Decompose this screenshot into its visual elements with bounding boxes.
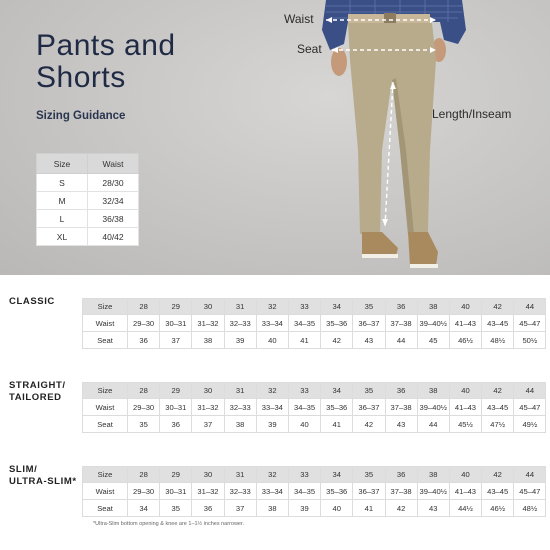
table-cell: 45–47	[514, 483, 546, 500]
table-cell: 29–30	[128, 483, 160, 500]
table-cell: 43–45	[482, 483, 514, 500]
right-sole	[410, 264, 438, 268]
table-cell: 36	[128, 332, 160, 349]
size-header-cell: 29	[160, 467, 192, 483]
table-cell: 40	[288, 416, 320, 433]
table-cell: 34	[128, 500, 160, 517]
size-header-cell: 28	[128, 467, 160, 483]
table-cell: 43	[417, 500, 449, 517]
size-header-row	[83, 383, 546, 399]
table-cell: 30–31	[160, 315, 192, 332]
quick-size-header-size: Size	[37, 154, 88, 174]
table-cell: 41	[353, 500, 385, 517]
table-cell: 34–35	[288, 483, 320, 500]
table-cell: 36	[192, 500, 224, 517]
table-cell: 37	[160, 332, 192, 349]
table-cell: L	[37, 210, 88, 228]
row-label: Seat	[83, 500, 128, 517]
seat-label: Seat	[297, 42, 322, 56]
table-cell: S	[37, 174, 88, 192]
slim-ultra-slim-size-table	[82, 466, 546, 517]
left-shoe	[362, 232, 398, 256]
table-cell: 40	[256, 332, 288, 349]
table-cell: 35	[160, 500, 192, 517]
table-row	[37, 192, 139, 210]
size-header-cell: 42	[482, 383, 514, 399]
size-header-cell: 28	[128, 383, 160, 399]
row-label: Waist	[83, 399, 128, 416]
size-header-cell: 34	[321, 299, 353, 315]
size-header-cell: 44	[514, 383, 546, 399]
table-cell: 39–40½	[417, 483, 449, 500]
table-cell: 38	[256, 500, 288, 517]
size-header-row	[83, 299, 546, 315]
table-cell: 41–43	[449, 483, 481, 500]
table-cell: 35–36	[321, 483, 353, 500]
table-cell: 50½	[514, 332, 546, 349]
table-cell: 35	[128, 416, 160, 433]
table-cell: 39–40½	[417, 315, 449, 332]
row-label: Seat	[83, 332, 128, 349]
table-row	[83, 500, 546, 517]
inseam-arrow-bottom	[382, 219, 388, 226]
table-cell: 44	[385, 332, 417, 349]
table-cell: 41	[321, 416, 353, 433]
table-cell: 30–31	[160, 399, 192, 416]
size-header-label: Size	[83, 383, 128, 399]
table-cell: 39–40½	[417, 399, 449, 416]
table-cell: 43	[353, 332, 385, 349]
table-cell: 33–34	[256, 315, 288, 332]
table-cell: XL	[37, 228, 88, 246]
table-cell: 35–36	[321, 399, 353, 416]
table-cell: 38	[224, 416, 256, 433]
table-row	[37, 174, 139, 192]
table-cell: 28/30	[88, 174, 139, 192]
right-shoe	[408, 232, 438, 266]
table-cell: 32–33	[224, 315, 256, 332]
size-header-cell: 33	[288, 467, 320, 483]
table-cell: 31–32	[192, 483, 224, 500]
table-cell: 34–35	[288, 315, 320, 332]
straight-tailored-size-table	[82, 382, 546, 433]
table-cell: 48½	[514, 500, 546, 517]
size-header-cell: 30	[192, 299, 224, 315]
page-subtitle: Sizing Guidance	[36, 110, 126, 122]
size-header-label: Size	[83, 467, 128, 483]
size-header-cell: 32	[256, 467, 288, 483]
table-cell: 36/38	[88, 210, 139, 228]
table-cell: 46½	[449, 332, 481, 349]
table-cell: 40/42	[88, 228, 139, 246]
size-header-cell: 42	[482, 467, 514, 483]
length-inseam-label: Length/Inseam	[432, 107, 512, 121]
table-cell: 45½	[449, 416, 481, 433]
table-cell: 32–33	[224, 483, 256, 500]
table-row	[83, 399, 546, 416]
size-header-cell: 29	[160, 299, 192, 315]
table-cell: 41	[288, 332, 320, 349]
size-header-label: Size	[83, 299, 128, 315]
table-row	[83, 315, 546, 332]
table-cell: 39	[256, 416, 288, 433]
table-cell: 32/34	[88, 192, 139, 210]
size-header-cell: 38	[417, 299, 449, 315]
table-cell: 37–38	[385, 315, 417, 332]
size-header-cell: 38	[417, 467, 449, 483]
size-header-cell: 36	[385, 383, 417, 399]
table-row	[37, 210, 139, 228]
table-cell: 34–35	[288, 399, 320, 416]
table-cell: 46½	[482, 500, 514, 517]
table-cell: 49½	[514, 416, 546, 433]
size-header-cell: 34	[321, 383, 353, 399]
size-header-cell: 42	[482, 299, 514, 315]
table-cell: 45–47	[514, 399, 546, 416]
size-header-cell: 40	[449, 383, 481, 399]
table-cell: 38	[192, 332, 224, 349]
size-header-cell: 35	[353, 383, 385, 399]
quick-size-header-waist: Waist	[88, 154, 139, 174]
table-cell: 31–32	[192, 315, 224, 332]
table-cell: 45	[417, 332, 449, 349]
table-cell: 37	[224, 500, 256, 517]
size-header-cell: 40	[449, 299, 481, 315]
size-header-cell: 38	[417, 383, 449, 399]
table-cell: M	[37, 192, 88, 210]
straight-tailored-fit-label: STRAIGHT/ TAILORED	[9, 380, 66, 403]
table-cell: 48½	[482, 332, 514, 349]
table-row	[83, 483, 546, 500]
size-header-cell: 36	[385, 467, 417, 483]
size-header-cell: 34	[321, 467, 353, 483]
table-cell: 42	[385, 500, 417, 517]
size-header-cell: 40	[449, 467, 481, 483]
table-cell: 36	[160, 416, 192, 433]
table-cell: 30–31	[160, 483, 192, 500]
table-cell: 39	[224, 332, 256, 349]
table-cell: 37–38	[385, 399, 417, 416]
row-label: Waist	[83, 315, 128, 332]
table-cell: 42	[321, 332, 353, 349]
table-cell: 29–30	[128, 399, 160, 416]
table-cell: 45–47	[514, 315, 546, 332]
size-header-cell: 29	[160, 383, 192, 399]
size-header-cell: 31	[224, 383, 256, 399]
classic-size-table	[82, 298, 546, 349]
belt-buckle	[384, 13, 396, 24]
page-title: Pants and Shorts	[36, 29, 176, 94]
quick-size-header-row	[37, 154, 139, 174]
table-cell: 29–30	[128, 315, 160, 332]
size-header-cell: 30	[192, 467, 224, 483]
row-label: Waist	[83, 483, 128, 500]
waist-label: Waist	[284, 12, 314, 26]
slim-ultra-slim-fit-label: SLIM/ ULTRA-SLIM*	[9, 464, 77, 487]
table-cell: 35–36	[321, 315, 353, 332]
size-header-cell: 44	[514, 467, 546, 483]
table-cell: 37	[192, 416, 224, 433]
table-cell: 41–43	[449, 399, 481, 416]
size-header-cell: 33	[288, 299, 320, 315]
table-cell: 33–34	[256, 483, 288, 500]
table-cell: 44	[417, 416, 449, 433]
table-cell: 36–37	[353, 399, 385, 416]
size-header-cell: 35	[353, 299, 385, 315]
table-cell: 39	[288, 500, 320, 517]
size-header-cell: 31	[224, 299, 256, 315]
table-cell: 40	[321, 500, 353, 517]
table-cell: 33–34	[256, 399, 288, 416]
table-cell: 44½	[449, 500, 481, 517]
size-header-cell: 33	[288, 383, 320, 399]
size-header-cell: 44	[514, 299, 546, 315]
table-cell: 43–45	[482, 315, 514, 332]
table-cell: 42	[353, 416, 385, 433]
table-row	[83, 416, 546, 433]
size-header-cell: 30	[192, 383, 224, 399]
table-cell: 47½	[482, 416, 514, 433]
size-header-cell: 31	[224, 467, 256, 483]
table-row	[83, 332, 546, 349]
size-header-cell: 36	[385, 299, 417, 315]
table-cell: 37–38	[385, 483, 417, 500]
pants	[348, 23, 436, 234]
table-cell: 41–43	[449, 315, 481, 332]
left-sole	[362, 254, 398, 258]
table-cell: 43	[385, 416, 417, 433]
size-header-cell: 35	[353, 467, 385, 483]
size-header-cell: 28	[128, 299, 160, 315]
size-header-cell: 32	[256, 299, 288, 315]
size-header-row	[83, 467, 546, 483]
footnote: *Ultra-Slim bottom opening & knee are 1–1½ inches narrower.	[93, 521, 245, 527]
table-cell: 36–37	[353, 315, 385, 332]
size-header-cell: 32	[256, 383, 288, 399]
table-cell: 36–37	[353, 483, 385, 500]
table-cell: 32–33	[224, 399, 256, 416]
row-label: Seat	[83, 416, 128, 433]
quick-size-table	[36, 153, 139, 246]
table-cell: 43–45	[482, 399, 514, 416]
table-row	[37, 228, 139, 246]
classic-fit-label: CLASSIC	[9, 296, 55, 307]
left-hand	[331, 48, 347, 76]
table-cell: 31–32	[192, 399, 224, 416]
